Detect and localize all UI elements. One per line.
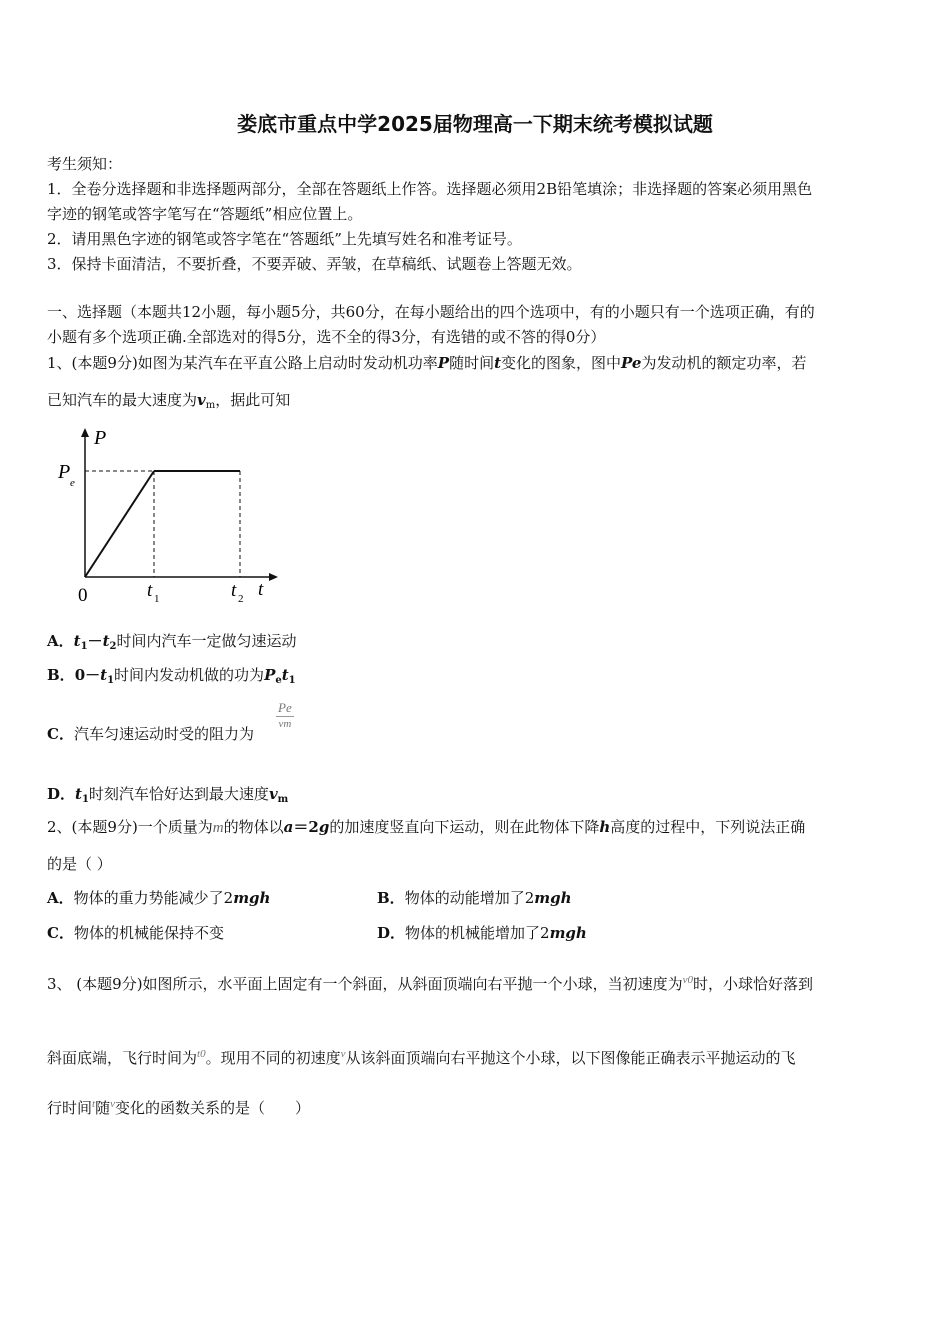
q1-power-time-graph [50,420,290,610]
ramp-line [85,471,154,577]
q1-option-b[interactable]: B．$0-t_1$时间内发动机做的功为$P_et_1$ [47,666,296,686]
y-axis-arrow [81,428,89,437]
notice-line-4: 3．保持卡面清洁，不要折叠，不要弄破、弄皱，在草稿纸、试题卷上答题无效。 [47,255,582,273]
q1-stem-line-1: 1、(本题9分)如图为某汽车在平直公路上启动时发动机功率P随时间t变化的图象，图中Pe为发动机的额定功率，若 [47,354,807,372]
q2-option-b[interactable]: B．物体的动能增加了2mgh [377,889,572,907]
t2-label: t [231,580,237,601]
q3-stem-line-3: 行时间$^t$随$^v$变化的函数关系的是（ ） [47,1098,310,1117]
section-1-heading-cont: 小题有多个选项正确.全部选对的得5分，选不全的得3分，有选错的或不答的得0分） [47,328,606,346]
q3-stem-line-2: 斜面底端，飞行时间为$^{t0}$。现用不同的初速度$^v$从该斜面顶端向右平抛这个小球，以下图像能正确表示平抛运动的飞 [47,1048,796,1067]
origin-label: 0 [78,585,88,606]
q2-stem-line-2: 的是（ ） [47,855,112,873]
q2-stem-line-1: 2、(本题9分)一个质量为m的物体以a＝2g的加速度竖直向下运动，则在此物体下降h高度的过程中，下列说法正确 [47,818,806,836]
q1-option-c[interactable]: C．汽车匀速运动时受的阻力为 [47,725,254,743]
q2-option-d[interactable]: D．物体的机械能增加了2mgh [377,924,587,942]
q1-stem-line-2: 已知汽车的最大速度为$v_m$，据此可知 [47,391,291,411]
t2-label-sub: 2 [238,593,244,605]
page-title: 娄底市重点中学2025届物理高一下期末统考模拟试题 [237,112,713,136]
y-axis-label: P [94,427,107,449]
q2-option-c[interactable]: C．物体的机械能保持不变 [47,924,224,942]
notice-heading: 考生须知： [47,155,123,173]
notice-line-3: 2．请用黑色字迹的钢笔或答字笔在“答题纸”上先填写姓名和准考证号。 [47,230,522,248]
x-axis-arrow [269,573,278,581]
q2-option-a[interactable]: A．物体的重力势能减少了2mgh [47,889,271,907]
q1-option-d[interactable]: D．$t_1$时刻汽车恰好达到最大速度$v_m$ [47,785,289,805]
x-axis-label: t [258,579,264,600]
t1-label-sub: 1 [154,593,160,605]
notice-line-2: 字迹的钢笔或答字笔写在“答题纸”相应位置上。 [47,205,363,223]
q3-stem-line-1: 3、 (本题9分)如图所示，水平面上固定有一个斜面，从斜面顶端向右平抛一个小球，当初速度为$^{v0}$时，小球恰好落到 [47,974,813,993]
q1-option-c-fraction: Pe vm [278,700,292,730]
pe-label-sub: e [70,477,75,489]
section-1-heading: 一、选择题（本题共12小题，每小题5分，共60分，在每小题给出的四个选项中，有的小题只有一个选项正确，有的 [47,303,815,321]
pe-label: P [58,461,71,483]
t1-label: t [147,580,153,601]
q1-option-a[interactable]: A．$t_1-t_2$时间内汽车一定做匀速运动 [47,632,297,652]
notice-line-1: 1．全卷分选择题和非选择题两部分，全部在答题纸上作答。选择题必须用2B铅笔填涂；非选择题的答案必须用黑色 [47,180,813,198]
